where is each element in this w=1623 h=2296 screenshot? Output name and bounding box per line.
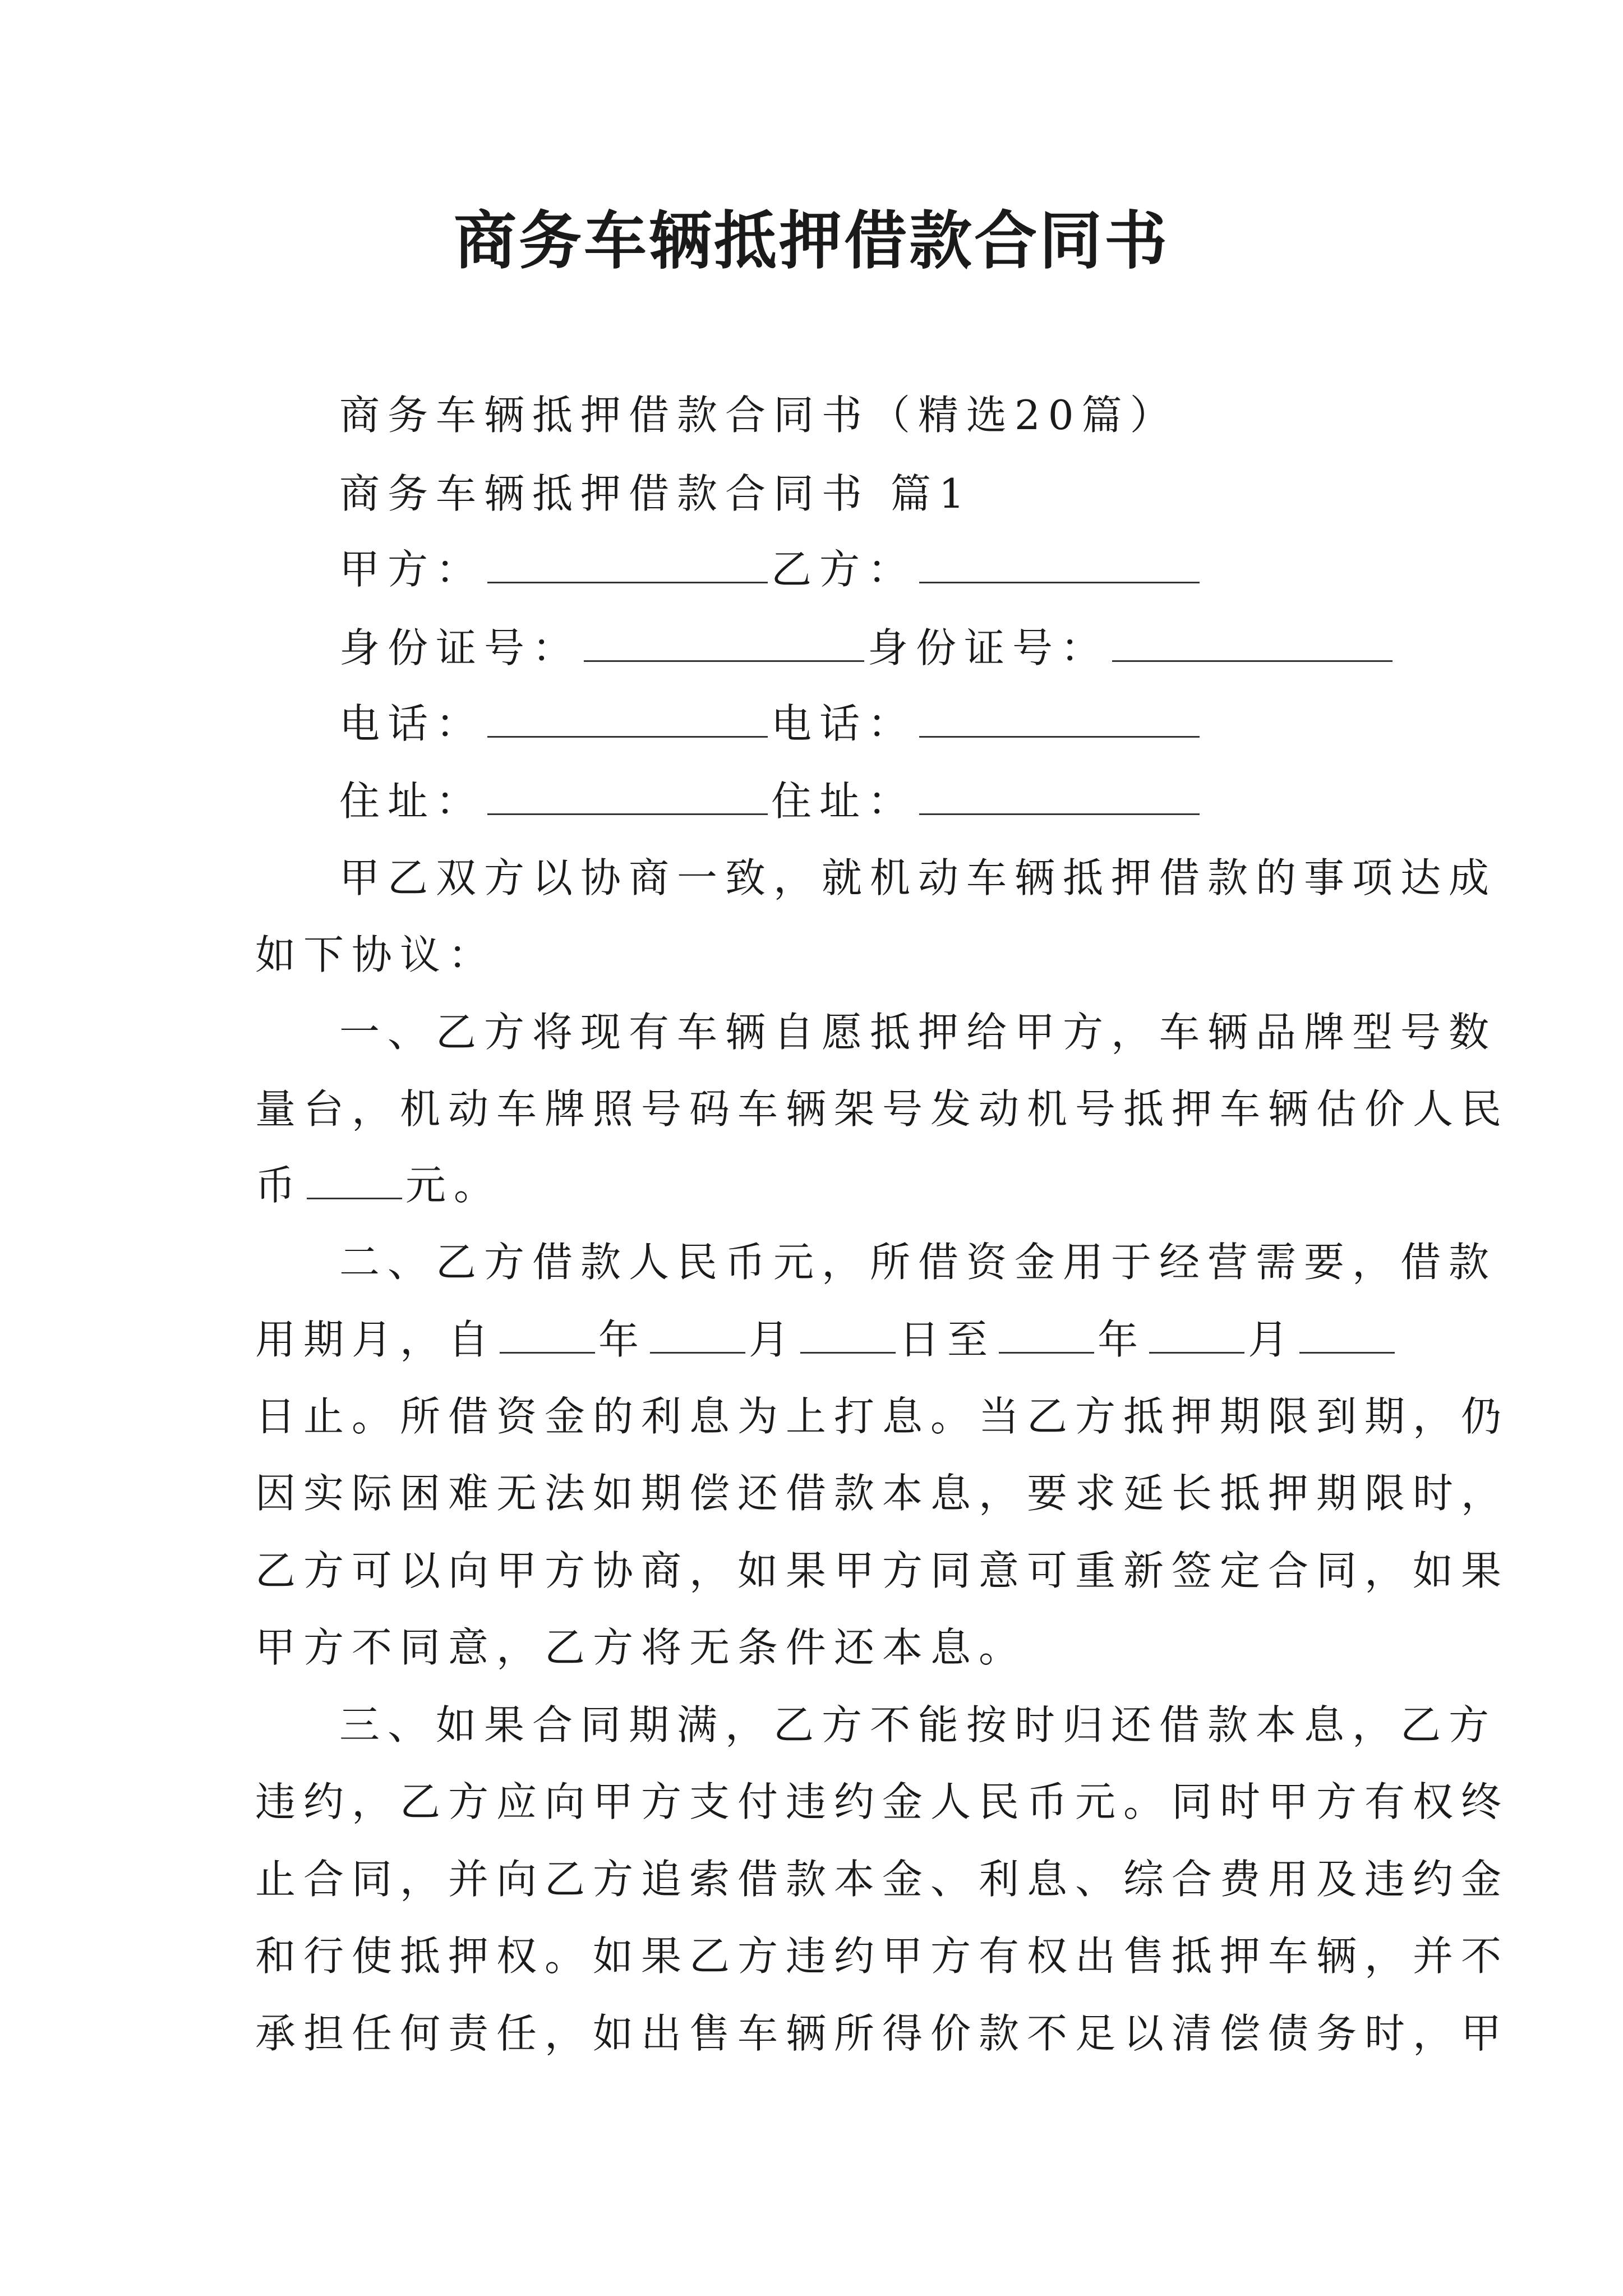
phone-a-blank[interactable]: [487, 697, 768, 738]
party-a-label: 甲方：: [339, 546, 485, 593]
start-year-unit: 年: [598, 1316, 647, 1363]
id-label-b: 身份证号：: [868, 624, 1109, 671]
intro-line-1: 甲乙双方以协商一致，就机动车辆抵押借款的事项达成: [339, 854, 1497, 901]
clause1-currency-label: 币: [255, 1162, 304, 1209]
section-heading: 商务车辆抵押借款合同书 篇1: [339, 470, 972, 517]
clause1-line-1: 一、乙方将现有车辆自愿抵押给甲方，车辆品牌型号数: [339, 1009, 1497, 1056]
address-label-b: 住址：: [771, 777, 916, 825]
document-title: 商务车辆抵押借款合同书: [454, 204, 1169, 278]
address-label-a: 住址：: [339, 777, 485, 825]
id-label-a: 身份证号：: [339, 624, 581, 671]
id-b-blank[interactable]: [1112, 621, 1393, 662]
phone-b-blank[interactable]: [919, 697, 1200, 738]
address-b-blank[interactable]: [919, 774, 1200, 815]
clause3-line-3: 止合同，并向乙方追索借款本金、利息、综合费用及违约金: [255, 1856, 1510, 1903]
start-month-blank[interactable]: [650, 1313, 745, 1354]
start-month-unit: 月: [749, 1316, 797, 1363]
clause2-line-2: [255, 1312, 1399, 1368]
end-month-blank[interactable]: [1149, 1313, 1244, 1354]
end-year-unit: 年: [1098, 1316, 1146, 1363]
subtitle: 商务车辆抵押借款合同书（精选20篇）: [339, 392, 1178, 439]
party-b-blank[interactable]: [919, 542, 1200, 583]
start-day-unit: 日至: [899, 1316, 996, 1363]
clause1-amount-blank[interactable]: [307, 1158, 402, 1199]
party-b-label: 乙方：: [771, 546, 916, 593]
start-day-blank[interactable]: [800, 1313, 896, 1354]
clause3-line-2: 违约，乙方应向甲方支付违约金人民币元。同时甲方有权终: [255, 1778, 1510, 1825]
id-a-blank[interactable]: [584, 621, 864, 662]
clause2-line-4: 因实际困难无法如期偿还借款本息，要求延长抵押期限时，: [255, 1470, 1510, 1517]
party-a-blank[interactable]: [487, 542, 768, 583]
clause2-period-label: 用期月，自: [255, 1316, 497, 1363]
intro-line-2: 如下协议：: [255, 931, 497, 978]
start-year-blank[interactable]: [500, 1313, 595, 1354]
clause1-line-2: 量台，机动车牌照号码车辆架号发动机号抵押车辆估价人民: [255, 1085, 1510, 1133]
clause2-line-6: 甲方不同意，乙方将无条件还本息。: [255, 1624, 1027, 1671]
clause3-line-5: 承担任何责任，如出售车辆所得价款不足以清偿债务时，甲: [255, 2010, 1510, 2057]
clause3-line-1: 三、如果合同期满，乙方不能按时归还借款本息，乙方: [339, 1701, 1497, 1749]
party-row: [339, 541, 1399, 597]
phone-label-b: 电话：: [771, 700, 916, 747]
clause2-line-3: 日止。所借资金的利息为上打息。当乙方抵押期限到期，仍: [255, 1393, 1510, 1440]
end-month-unit: 月: [1248, 1316, 1297, 1363]
clause1-line-3: [255, 1157, 1399, 1213]
address-row: [339, 773, 1399, 829]
clause1-unit: 元。: [405, 1162, 502, 1209]
clause2-line-1: 二、乙方借款人民币元，所借资金用于经营需要，借款: [339, 1239, 1497, 1286]
end-day-blank[interactable]: [1299, 1313, 1395, 1354]
clause3-line-4: 和行使抵押权。如果乙方违约甲方有权出售抵押车辆，并不: [255, 1932, 1510, 1980]
clause2-line-5: 乙方可以向甲方协商，如果甲方同意可重新签定合同，如果: [255, 1547, 1510, 1594]
phone-row: [339, 696, 1399, 752]
end-year-blank[interactable]: [999, 1313, 1094, 1354]
address-a-blank[interactable]: [487, 774, 768, 815]
phone-label-a: 电话：: [339, 700, 485, 747]
id-row: [339, 620, 1399, 676]
